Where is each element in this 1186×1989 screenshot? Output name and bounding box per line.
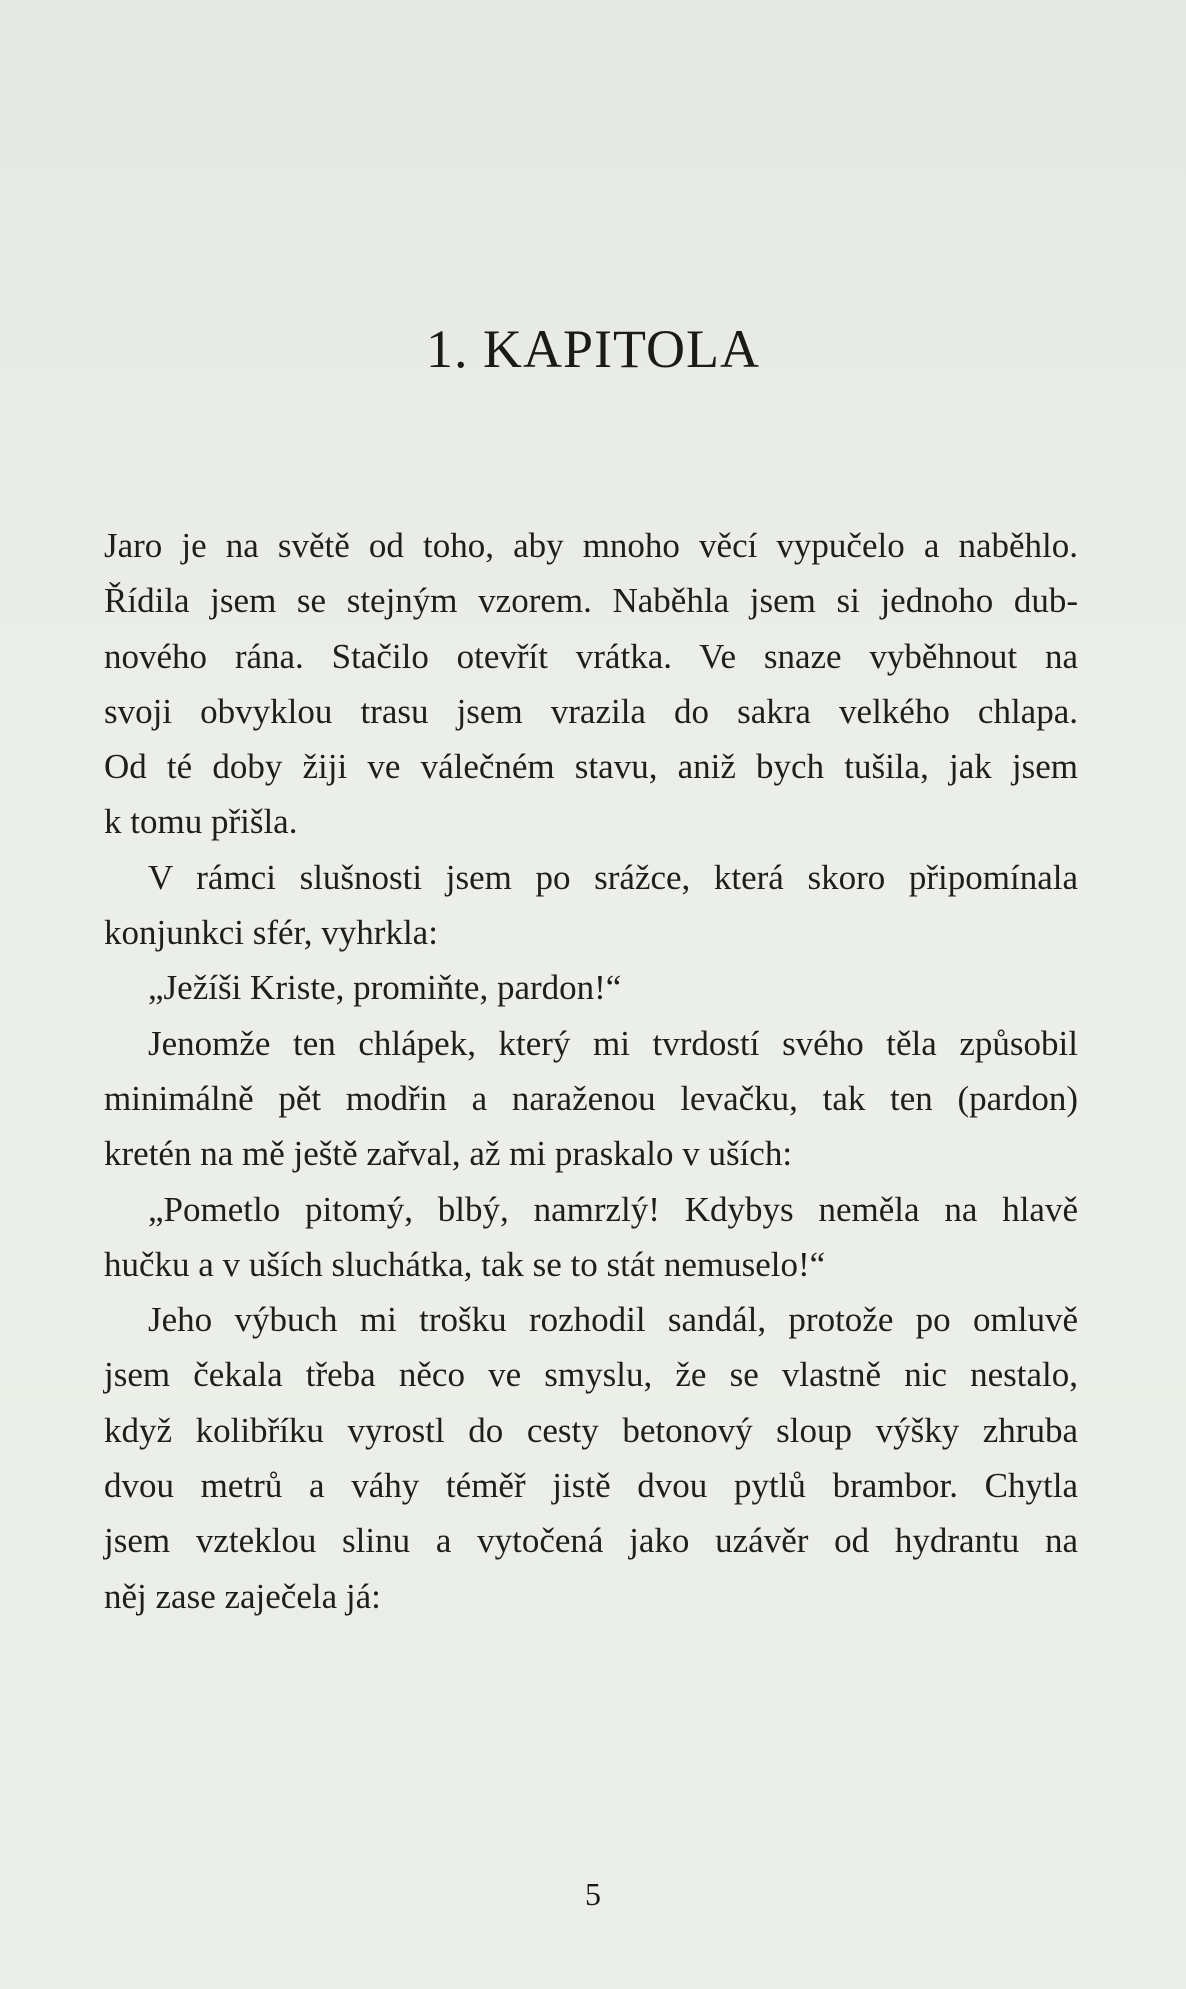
text-line: Jenomže ten chlápek, který mi tvrdostí svého těla způsobil [148, 1023, 1078, 1063]
text-line: k tomu přišla. [104, 802, 298, 842]
text-line: nového rána. Stačilo otevřít vrátka. Ve snaze vyběhnout na [104, 636, 1078, 676]
chapter-body [104, 518, 1078, 1624]
paragraph [104, 960, 1078, 1015]
paragraph [104, 1182, 1078, 1293]
text-line: konjunkci sfér, vyhrkla: [104, 913, 438, 953]
text-line: svoji obvyklou trasu jsem vrazila do sakra velkého chlapa. [104, 691, 1078, 731]
text-line: Jaro je na světě od toho, aby mnoho věcí vypučelo a naběhlo. [104, 526, 1078, 565]
text-line: minimálně pět modřin a naraženou levačku, tak ten (pardon) [104, 1078, 1078, 1118]
paragraph [104, 1016, 1078, 1182]
text-line: V rámci slušnosti jsem po srážce, která skoro připomínala [148, 857, 1078, 897]
text-line: Řídila jsem se stejným vzorem. Naběhla jsem si jednoho dub- [104, 581, 1078, 621]
text-line: jsem čekala třeba něco ve smyslu, že se vlastně nic nestalo, [104, 1355, 1078, 1395]
page-number: 5 [585, 1876, 601, 1912]
text-line: kretén na mě ještě zařval, až mi praskalo v uších: [104, 1134, 793, 1174]
text-line: Jeho výbuch mi trošku rozhodil sandál, protože po omluvě [148, 1300, 1078, 1340]
paragraph [104, 850, 1078, 961]
chapter-title: 1. KAPITOLA [426, 319, 760, 379]
paragraph [104, 1292, 1078, 1624]
text-line: Od té doby žiji ve válečném stavu, aniž bych tušila, jak jsem [104, 747, 1078, 787]
text-line: něj zase zaječela já: [104, 1576, 381, 1616]
text-line: když kolibříku vyrostl do cesty betonový sloup výšky zhruba [104, 1410, 1078, 1450]
text-line: jsem vzteklou slinu a vytočená jako uzávěr od hydrantu na [104, 1521, 1078, 1561]
paragraph [104, 518, 1078, 850]
text-line: „Pometlo pitomý, blbý, namrzlý! Kdybys neměla na hlavě [148, 1189, 1078, 1229]
text-line: hučku a v uších sluchátka, tak se to stát nemuselo!“ [104, 1244, 826, 1284]
text-line: dvou metrů a váhy téměř jistě dvou pytlů brambor. Chytla [104, 1466, 1078, 1506]
text-line: „Ježíši Kriste, promiňte, pardon!“ [148, 968, 622, 1008]
